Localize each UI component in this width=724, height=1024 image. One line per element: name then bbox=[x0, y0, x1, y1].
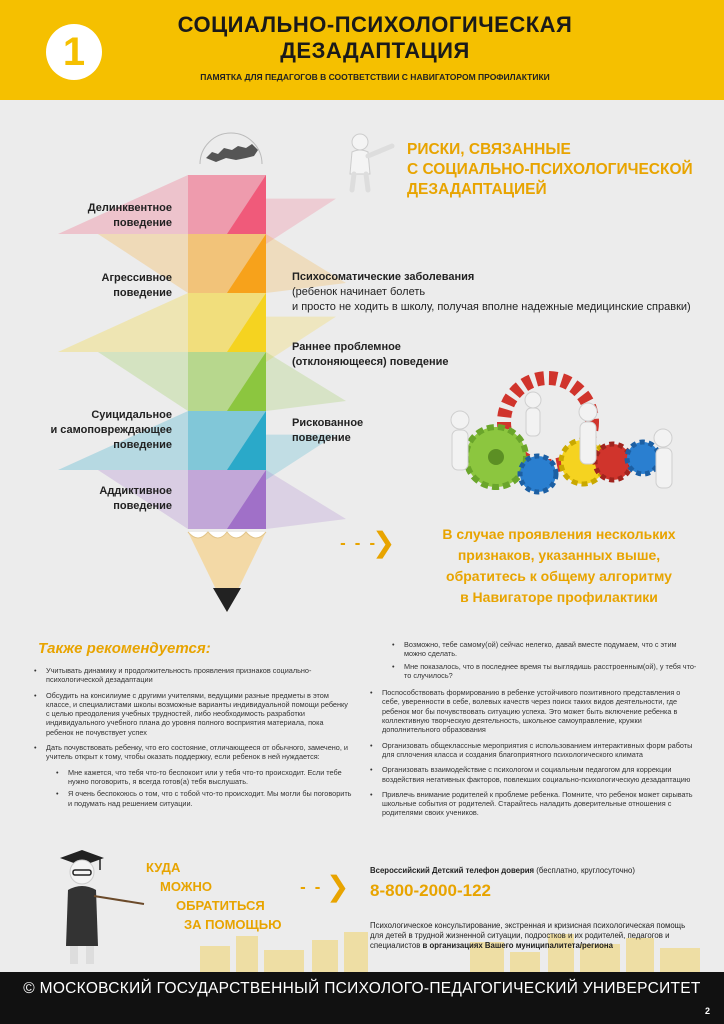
help-heading: КУДА МОЖНО ОБРАТИТЬСЯ ЗА ПОМОЩЬЮ bbox=[146, 860, 282, 932]
list-item: • Организовать взаимодействие с психологом и социальным педагогом для коррекции воздействия негативных факторов, повлекших социально-психологическую дезадаптацию bbox=[370, 765, 700, 784]
list-item: • Мне показалось, что в последнее время ты выглядишь расстроенным(ой), у тебя что-то случилось? bbox=[370, 662, 700, 681]
left-recommendations bbox=[34, 666, 352, 811]
callout-dashes: - - - bbox=[340, 536, 378, 552]
hotline-label: Всероссийский Детский телефон доверия (бесплатно, круглосуточно) bbox=[370, 866, 635, 875]
section-badge: 1 bbox=[46, 24, 102, 80]
list-item: • Я очень беспокоюсь о том, что с тобой что-то происходит. Мы могли бы поговорить и подумать над решением ситуации. bbox=[34, 789, 352, 808]
list-item: • Дать почувствовать ребенку, что его состояние, отличающееся от обычного, замечено, и учитель открыт к тому, чтобы оказать поддержку, если ребенок в ней нуждается: bbox=[34, 743, 352, 762]
help-dashes: - - bbox=[300, 880, 323, 896]
page-title: СОЦИАЛЬНО-ПСИХОЛОГИЧЕСКАЯ ДЕЗАДАПТАЦИЯ bbox=[177, 12, 573, 63]
list-item: • Поспособствовать формированию в ребенке устойчивого позитивного представления о себе, уверенности в себе, волевых качеств через поиск таких видов деятельности, где ребенок мог бы почувствовать ситуацию успеха. Это может быть включение ребенка в коллективную творческую деятельность, школьное самоуправление, кружки дополнительного образования bbox=[370, 688, 700, 734]
footer-copyright: © МОСКОВСКИЙ ГОСУДАРСТВЕННЫЙ ПСИХОЛОГО-ПЕДАГОГИЧЕСКИЙ УНИВЕРСИТЕТ bbox=[23, 980, 701, 997]
list-item: • Обсудить на консилиуме с другими учителями, ведущими разные предметы в этом классе, и специалистами школы возможные варианты индивидуальной помощи ребенку с целью преодоления учебных трудностей, либо необходимость разработки индивидуального учебного плана до уровня полного восприятия материала, пока ребенок не почувствует успех bbox=[34, 691, 352, 737]
page-subtitle: ПАМЯТКА ДЛЯ ПЕДАГОГОВ В СООТВЕТСТВИИ С НАВИГАТОРОМ ПРОФИЛАКТИКИ bbox=[200, 72, 550, 82]
list-item: • Учитывать динамику и продолжительность проявления признаков социально-психологической дезадаптации bbox=[34, 666, 352, 685]
chevron-right-icon: ❯ bbox=[326, 870, 350, 903]
gears-teamwork-illustration bbox=[438, 362, 698, 512]
pencil-wing-left bbox=[58, 293, 188, 352]
right-recommendations bbox=[370, 640, 700, 824]
pencil-wing-right bbox=[266, 199, 336, 244]
list-item: • Мне кажется, что тебя что-то беспокоит или у тебя что-то происходит. Если тебе нужно поговорить, я всегда готов(а) тебя выслушать. bbox=[34, 768, 352, 787]
pencil-wing-left bbox=[98, 352, 188, 411]
hotline-description: Психологическое консультирование, экстренная и кризисная психологическая помощь для детей в трудной жизненной ситуации, подростков и их родителей, педагогов и специалистов в организациях Вашего муниципалитета/региона bbox=[370, 921, 686, 950]
risk-risky-label: Рискованное поведение bbox=[292, 417, 364, 444]
list-item: • Привлечь внимание родителей к проблеме ребенка. Помните, что ребенок может скрывать школьные события от родителей. Старайтесь наладить доверительные отношения с родителями своих учеников. bbox=[370, 790, 700, 818]
pencil-wing-right bbox=[266, 470, 346, 529]
risk-aggressive-label: Агрессивное поведение bbox=[101, 272, 172, 299]
risk-psychosomatic-label: Психосоматические заболевания (ребенок начинает болеть и просто не ходить в школу, получая вполне надежные медицинские справки) bbox=[292, 271, 691, 313]
page-number: 2 bbox=[704, 1006, 710, 1016]
also-recommended-title: Также рекомендуется: bbox=[38, 640, 211, 657]
chevron-right-icon: ❯ bbox=[372, 526, 396, 559]
risk-early-label: Раннее проблемное (отклоняющееся) поведение bbox=[292, 341, 449, 368]
risks-title: РИСКИ, СВЯЗАННЫЕ С СОЦИАЛЬНО-ПСИХОЛОГИЧЕСКОЙ ДЕЗАДАПТАЦИЕЙ bbox=[407, 141, 693, 198]
risk-suicidal-label: Суицидальное и самоповреждающее поведение bbox=[50, 409, 172, 451]
hotline-number[interactable]: 8-800-2000-122 bbox=[370, 881, 491, 900]
risk-addictive-label: Аддиктивное поведение bbox=[99, 485, 172, 512]
list-item: • Организовать общеклассные мероприятия с использованием интерактивных форм работы для сплочения класса и создания благоприятного психологического климата bbox=[370, 741, 700, 760]
risk-delinquent-label: Делинквентное поведение bbox=[87, 202, 172, 229]
graduate-figure-icon bbox=[56, 846, 146, 966]
algorithm-callout: В случае проявления нескольких признаков, указанных выше, обратитесь к общему алгоритму в Навигаторе профилактики bbox=[442, 526, 676, 605]
list-item: • Возможно, тебе самому(ой) сейчас нелегко, давай вместе подумаем, что с этим можно сделать. bbox=[370, 640, 700, 659]
